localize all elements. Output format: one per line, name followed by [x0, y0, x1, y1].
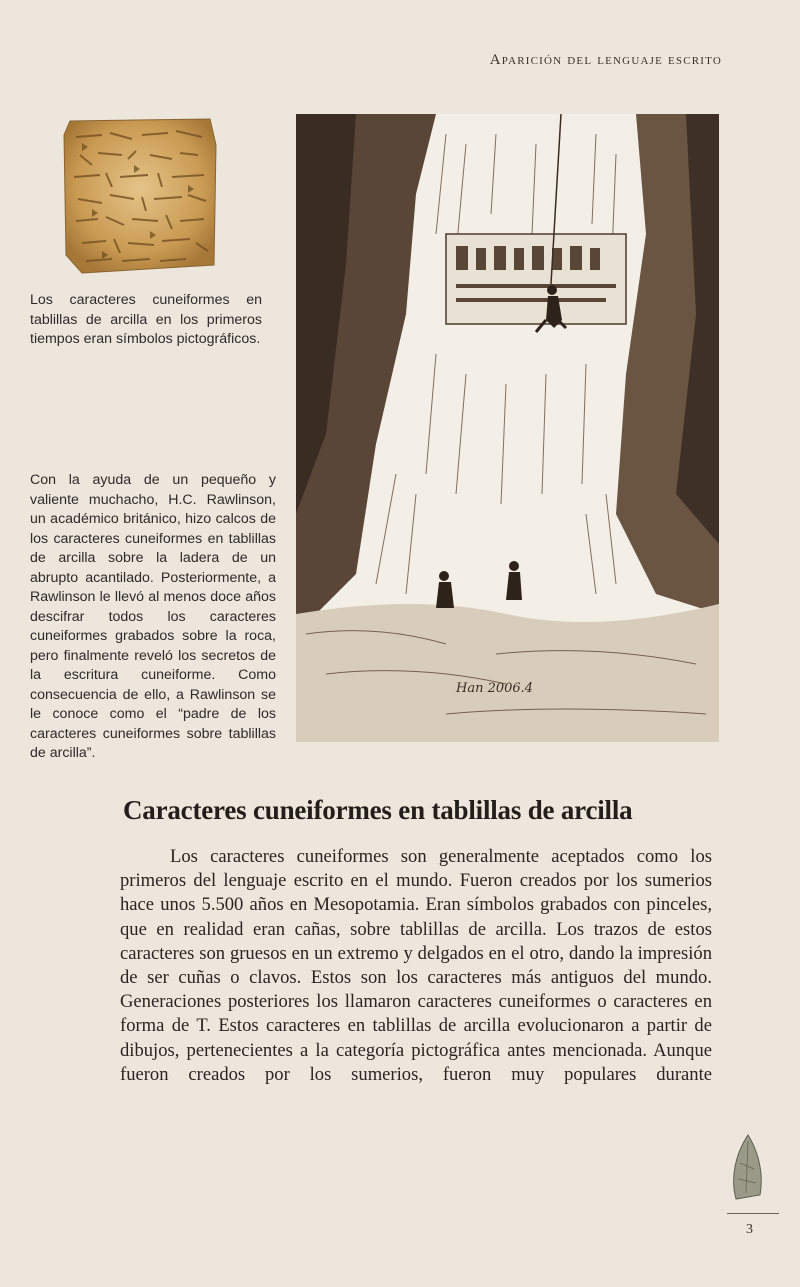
cliff-illustration	[296, 114, 719, 742]
illustration-signature: Han 2006.4	[456, 681, 534, 696]
body-paragraph: Los caracteres cuneiformes son generalmente aceptados como los primeros del lenguaje escrito en el mundo. Fueron creados por los sumerios hace unos 5.500 años en Mesopotamia. Eran símbolos grabados con pinceles, que en realidad eran cañas, sobre tablillas de arcilla. Los trazos de estos caracteres son gruesos en un extremo y delgados en el otro, dando la impresión de ser cuñas o clavos. Estos son los caracteres más antiguos del mundo. Generaciones posteriores los llamaron caracteres cuneiformes o caracteres en forma de T. Estos caracteres en tablillas de arcilla evolucionaron a partir de dibujos, pertenecientes a la categoría pictográfica antes mencionada. Aunque fueron creados por los sumerios, fueron muy populares durante	[120, 846, 712, 1085]
page-number: 3	[746, 1222, 753, 1237]
section-title: Caracteres cuneiformes en tablillas de arcilla	[123, 795, 633, 825]
rawlinson-caption: Con la ayuda de un pequeño y valiente muchacho, H.C. Rawlinson, un académico británico, hizo calcos de los caracteres cuneiformes en tablillas de arcilla sobre la ladera de un abrupto acantilado. Posteriormente, a Rawlinson le llevó al menos doce años descifrar todos los caracteres cuneiformes grabados sobre la roca, pero finalmente reveló los secretos de la escritura cuneiforme. Como consecuencia de ello, a Rawlinson se le conoce como el “padre de los caracteres cuneiformes sobre tablillas de arcilla”.	[30, 472, 276, 761]
cuneiform-tablet-image	[62, 115, 218, 275]
arrowhead-leaf-icon	[730, 1133, 764, 1205]
tablet-caption: Los caracteres cuneiformes en tablillas de arcilla en los primeros tiempos eran símbolos pictográficos.	[30, 292, 262, 347]
running-header: Aparición del lenguaje escrito	[489, 52, 722, 68]
folio-rule	[727, 1213, 779, 1214]
